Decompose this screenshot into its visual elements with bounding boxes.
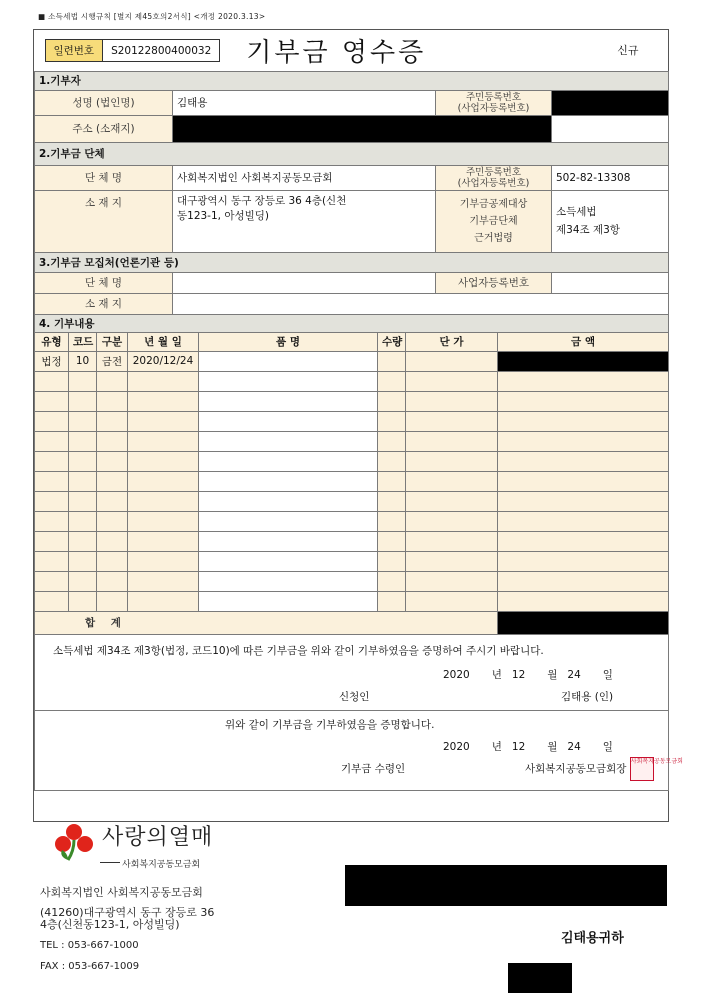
section-collector: 3.기부금 모집처(언론기관 등)	[35, 252, 669, 272]
col-kind-header: 구분	[97, 332, 128, 351]
recipient-name: 김태용귀하	[561, 931, 624, 946]
serial-label: 일련번호	[46, 40, 104, 61]
receipt-form	[33, 29, 683, 822]
collector-name	[173, 272, 436, 293]
table-row	[35, 411, 669, 431]
section-donor: 1.기부자	[35, 71, 669, 90]
donor-reg-redacted	[552, 90, 669, 115]
table-row	[35, 571, 669, 591]
table-row	[35, 391, 669, 411]
donor-name: 김태용	[173, 90, 436, 115]
total-label: 합 계	[35, 611, 498, 634]
table-row	[35, 511, 669, 531]
certification-text: 위와 같이 기부금을 기부하였음을 증명합니다.	[225, 718, 435, 731]
status-label: 신규	[617, 44, 639, 58]
table-row	[35, 431, 669, 451]
total-redacted	[498, 611, 669, 634]
collector-biz-label: 사업자등록번호	[436, 272, 552, 293]
col-amount-header: 금 액	[498, 332, 669, 351]
total-row	[35, 611, 669, 634]
org-reg-number: 502-82-13308	[552, 165, 669, 190]
col-unit-price-header: 단 가	[406, 332, 498, 351]
footer-tel: TEL : 053-667-1000	[40, 940, 139, 951]
page-title: 기부금 영수증	[246, 37, 427, 68]
org-basis: 소득세법 제34조 제3항	[552, 190, 669, 252]
receipt-table	[34, 30, 683, 791]
table-row	[35, 491, 669, 511]
org-basis-label: 기부금공제대상 기부금단체 근거법령	[436, 190, 552, 252]
declaration-date: 2020 년 12 월 24 일	[443, 668, 613, 681]
col-qty-header: 수량	[378, 332, 406, 351]
table-row	[35, 371, 669, 391]
declaration-block	[35, 634, 669, 710]
table-row	[35, 471, 669, 491]
donor-address-label: 주소 (소재지)	[35, 115, 173, 142]
footer-org: 사회복지법인 사회복지공동모금회	[40, 886, 203, 899]
collector-address	[173, 293, 669, 314]
collector-biz-number	[552, 272, 669, 293]
table-row	[35, 451, 669, 471]
col-date-header: 년 월 일	[128, 332, 199, 351]
receiver-label: 기부금 수령인	[341, 762, 406, 775]
footer-address: (41260)대구광역시 동구 장등로 36 4층(신천동123-1, 아성빌딩)	[40, 906, 215, 931]
org-address-label: 소 재 지	[35, 190, 173, 252]
section-contents: 4. 기부내용	[35, 314, 669, 332]
table-row	[35, 551, 669, 571]
footer-fax: FAX : 053-667-1009	[40, 961, 140, 972]
amount-redacted	[498, 351, 669, 371]
redacted-block	[508, 963, 572, 993]
collector-address-label: 소 재 지	[35, 293, 173, 314]
col-type-header: 유형	[35, 332, 69, 351]
donor-address-blank	[552, 115, 669, 142]
applicant-name: 김태용 (인)	[561, 690, 614, 703]
donor-reg-label: 주민등록번호 (사업자등록번호)	[436, 90, 552, 115]
certification-date: 2020 년 12 월 24 일	[443, 740, 613, 753]
col-code-header: 코드	[69, 332, 97, 351]
receiver-name: 사회복지공동모금회장 사회복지공동모금회	[525, 757, 654, 781]
logo-divider	[100, 862, 120, 863]
col-item-header: 품 명	[199, 332, 378, 351]
serial-number: S20122800400032	[111, 44, 212, 57]
contents-header-row	[35, 332, 669, 351]
table-row	[35, 591, 669, 611]
org-name: 사회복지법인 사회복지공동모금회	[173, 165, 436, 190]
donor-name-label: 성명 (법인명)	[35, 90, 173, 115]
fruit-logo-icon	[52, 822, 96, 862]
donor-address-redacted	[173, 115, 552, 142]
collector-name-label: 단 체 명	[35, 272, 173, 293]
org-address: 대구광역시 동구 장등로 36 4층(신천 동123-1, 아성빌딩)	[173, 190, 436, 252]
table-row: 법정 10 금전 2020/12/24	[35, 351, 669, 371]
org-name-label: 단 체 명	[35, 165, 173, 190]
table-row	[35, 531, 669, 551]
logo-subtitle: 사회복지공동모금회	[122, 860, 201, 870]
redacted-block	[345, 865, 667, 906]
declaration-text: 소득세법 제34조 제3항(법정, 코드10)에 따른 기부금을 위와 같이 기부하였음을 증명하여 주시기 바랍니다.	[53, 644, 544, 657]
official-seal-stamp: 사회복지공동모금회	[630, 757, 654, 781]
section-organization: 2.기부금 단체	[35, 142, 669, 165]
serial-number-box	[45, 39, 221, 62]
applicant-label: 신청인	[339, 690, 370, 703]
certification-block	[35, 710, 683, 790]
law-reference: ■ 소득세법 시행규칙 [별지 제45호의2서식] <개정 2020.3.13>	[38, 12, 266, 21]
org-reg-label: 주민등록번호 (사업자등록번호)	[436, 165, 552, 190]
logo-name: 사랑의열매	[102, 825, 214, 850]
